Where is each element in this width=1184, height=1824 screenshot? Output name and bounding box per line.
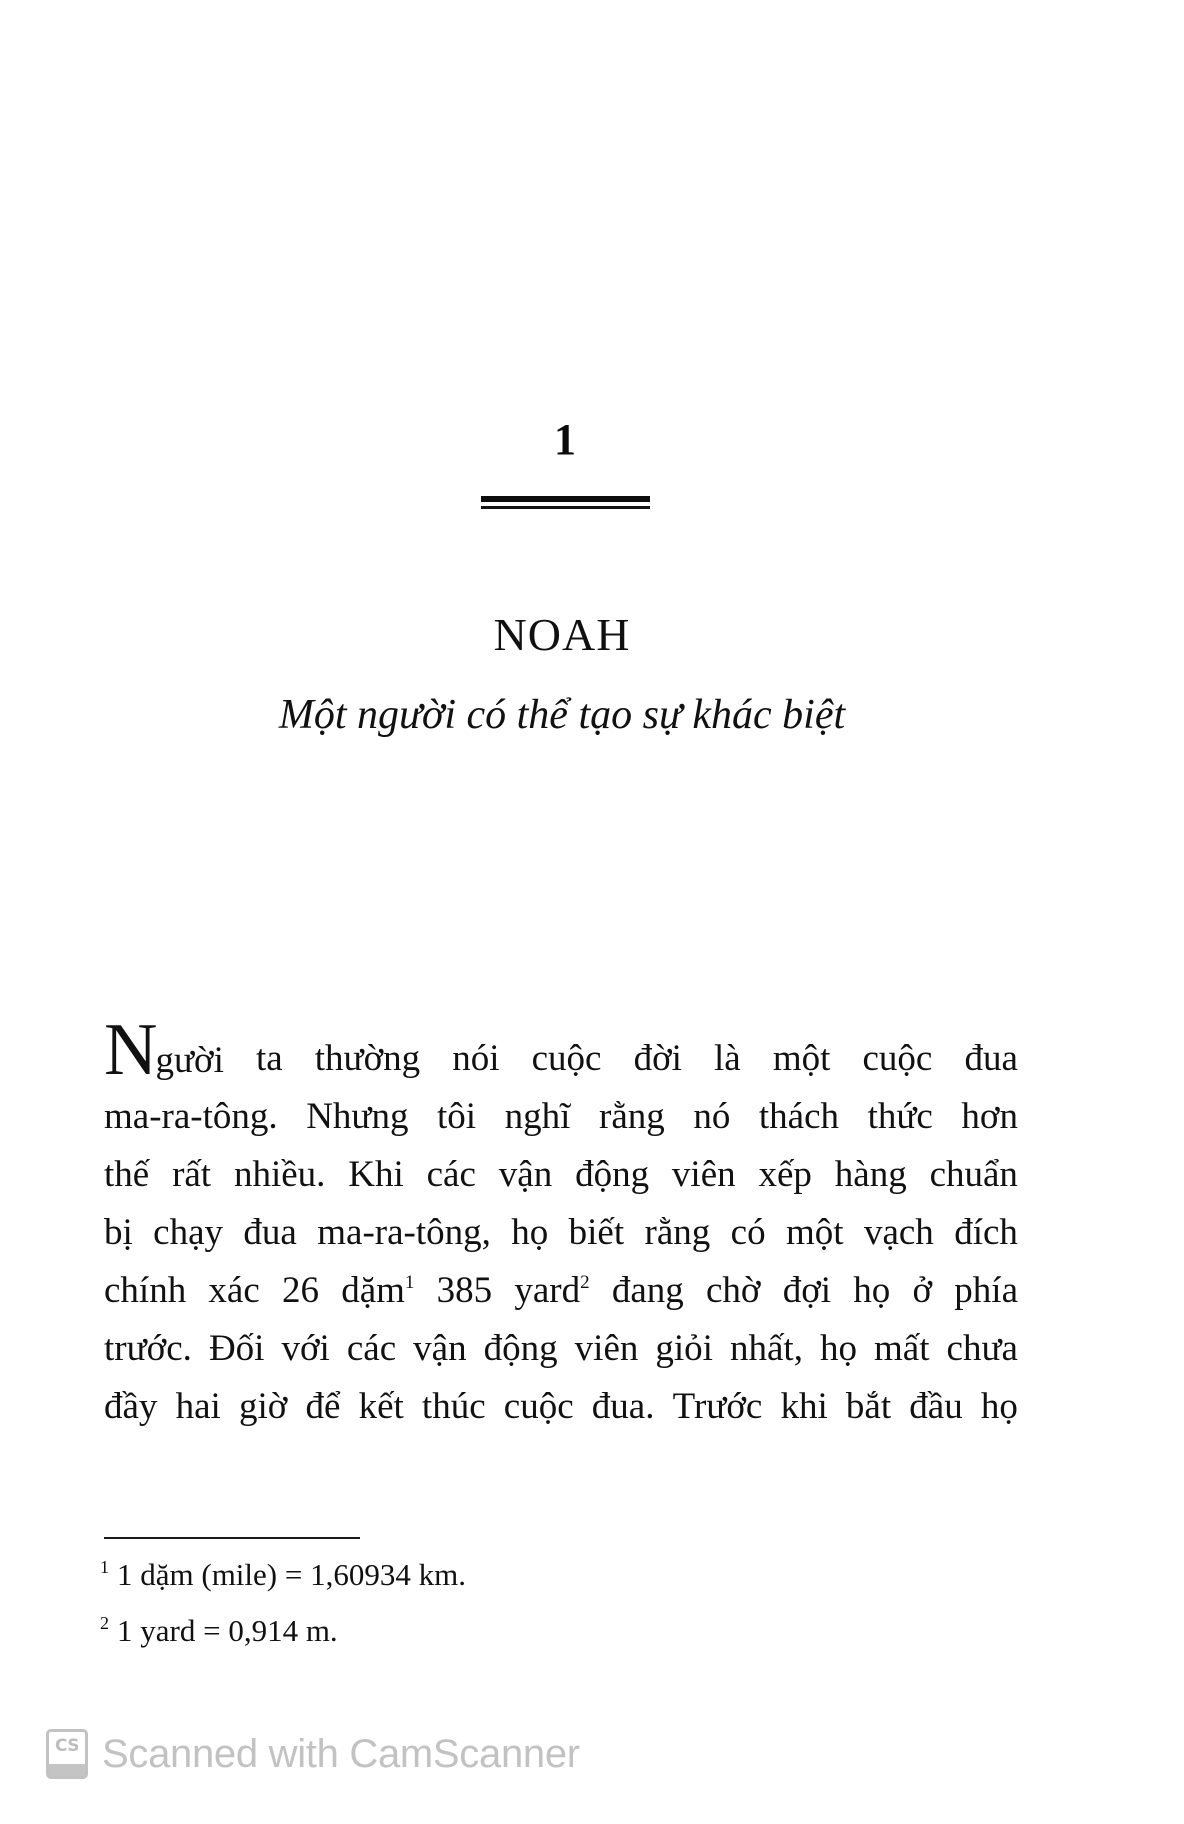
word: họ [980, 1386, 1018, 1427]
word: các [426, 1154, 476, 1195]
drop-cap: N [104, 1009, 158, 1091]
word: ta [255, 1038, 283, 1079]
word: trước. [104, 1328, 192, 1369]
word: đua [243, 1212, 297, 1253]
word: mất [874, 1328, 930, 1369]
word: họ [819, 1328, 857, 1369]
word: bị [104, 1212, 133, 1253]
word: các [346, 1328, 397, 1369]
footnote-marker: 2 [100, 1613, 109, 1633]
word: bắt [845, 1386, 892, 1427]
word: Khi [348, 1154, 404, 1195]
word: Đối [208, 1328, 265, 1369]
word: một [786, 1212, 844, 1253]
word: nói [452, 1038, 500, 1079]
word: ở [912, 1270, 933, 1311]
word: 26 [282, 1270, 319, 1311]
word: động [575, 1154, 650, 1195]
word: chuẩn [929, 1154, 1018, 1195]
footnote-2 [100, 1603, 800, 1659]
footnote-ref-1: 1 [404, 1272, 415, 1293]
word: kết [358, 1386, 404, 1427]
word: là [714, 1038, 741, 1079]
word: Trước [672, 1386, 763, 1427]
chapter-double-rule [481, 496, 650, 510]
camscanner-logo-icon [46, 1729, 88, 1779]
chapter-subtitle: Một người có thể tạo sự khác biệt [278, 692, 846, 738]
word: Nhưng [306, 1096, 409, 1137]
logo-bar [49, 1764, 85, 1776]
body-line [104, 1378, 1018, 1436]
footnote-ref-2: 2 [580, 1272, 590, 1293]
word: hai [175, 1386, 221, 1427]
word: đích [954, 1212, 1018, 1253]
chapter-title: NOAH [493, 609, 631, 660]
word: nhiều. [233, 1154, 326, 1195]
word: thúc [421, 1386, 486, 1427]
footnote-marker: 1 [100, 1557, 109, 1577]
word: dặm [341, 1270, 405, 1311]
watermark-text: Scanned with CamScanner [102, 1731, 580, 1776]
first-word [104, 1009, 224, 1091]
word: chờ [705, 1270, 761, 1311]
word: cuộc [503, 1386, 574, 1427]
word: họ [511, 1212, 549, 1253]
word: viên [574, 1328, 639, 1369]
body-line [104, 1204, 1018, 1262]
body-line [104, 1262, 1018, 1320]
word: thức [867, 1096, 933, 1137]
word: một [772, 1038, 831, 1079]
word: với [281, 1328, 330, 1369]
word: rất [172, 1154, 212, 1195]
footnote-1 [100, 1547, 800, 1603]
word: biết [568, 1212, 625, 1253]
word: giỏi [655, 1328, 713, 1369]
body-paragraph [104, 1009, 1018, 1436]
footnote-separator [104, 1537, 360, 1539]
word: chưa [946, 1328, 1018, 1369]
word: giờ [238, 1386, 288, 1427]
word: chính [104, 1270, 187, 1311]
logo-text: CS [54, 1736, 80, 1756]
word: đầu [909, 1386, 963, 1427]
word: viên [671, 1154, 736, 1195]
camscanner-watermark [46, 1728, 580, 1780]
word: 385 [436, 1270, 493, 1311]
word: hơn [961, 1096, 1018, 1137]
word: khi [780, 1386, 828, 1427]
word: hàng [834, 1154, 907, 1195]
word: yard [514, 1270, 581, 1311]
word: thế [104, 1154, 150, 1195]
word: xác [208, 1270, 260, 1311]
word: nó [693, 1096, 731, 1137]
word: vạch [863, 1212, 934, 1253]
word: gười [155, 1040, 224, 1081]
body-line [104, 1146, 1018, 1204]
word: để [305, 1386, 341, 1427]
word: nhất, [730, 1328, 803, 1369]
word: rằng [599, 1096, 665, 1137]
word: có [730, 1212, 766, 1253]
word: đời [633, 1038, 682, 1079]
word: cuộc [531, 1038, 602, 1079]
rule-thick-line [481, 496, 650, 502]
body-line [104, 1088, 1018, 1146]
word-with-footnote [514, 1262, 589, 1320]
body-line [104, 1009, 1018, 1091]
word: cuộc [862, 1038, 933, 1079]
word: thách [758, 1096, 839, 1137]
word: nghĩ [504, 1096, 571, 1137]
word: xếp [758, 1154, 812, 1195]
word: phía [954, 1270, 1018, 1311]
word: vận [498, 1154, 553, 1195]
word: tôi [437, 1096, 477, 1137]
word: thường [314, 1038, 421, 1079]
word: đầy [104, 1386, 158, 1427]
rule-thin-line [481, 506, 650, 509]
word: vận [413, 1328, 467, 1369]
word-with-footnote [341, 1262, 414, 1320]
footnote-text: 1 dặm (mile) = 1,60934 km. [117, 1557, 466, 1592]
word: đua [964, 1038, 1018, 1079]
word: đua. [591, 1386, 655, 1427]
word: chạy [153, 1212, 224, 1253]
body-line [104, 1320, 1018, 1378]
word: đợi [782, 1270, 832, 1311]
footnotes [100, 1547, 800, 1659]
word: đang [611, 1270, 684, 1311]
chapter-number: 1 [554, 415, 576, 464]
word: ma-ra-tông, [317, 1212, 491, 1253]
word: họ [853, 1270, 891, 1311]
word: ma-ra-tông. [104, 1096, 278, 1137]
footnote-text: 1 yard = 0,914 m. [117, 1613, 338, 1648]
word: động [483, 1328, 558, 1369]
word: rằng [644, 1212, 711, 1253]
